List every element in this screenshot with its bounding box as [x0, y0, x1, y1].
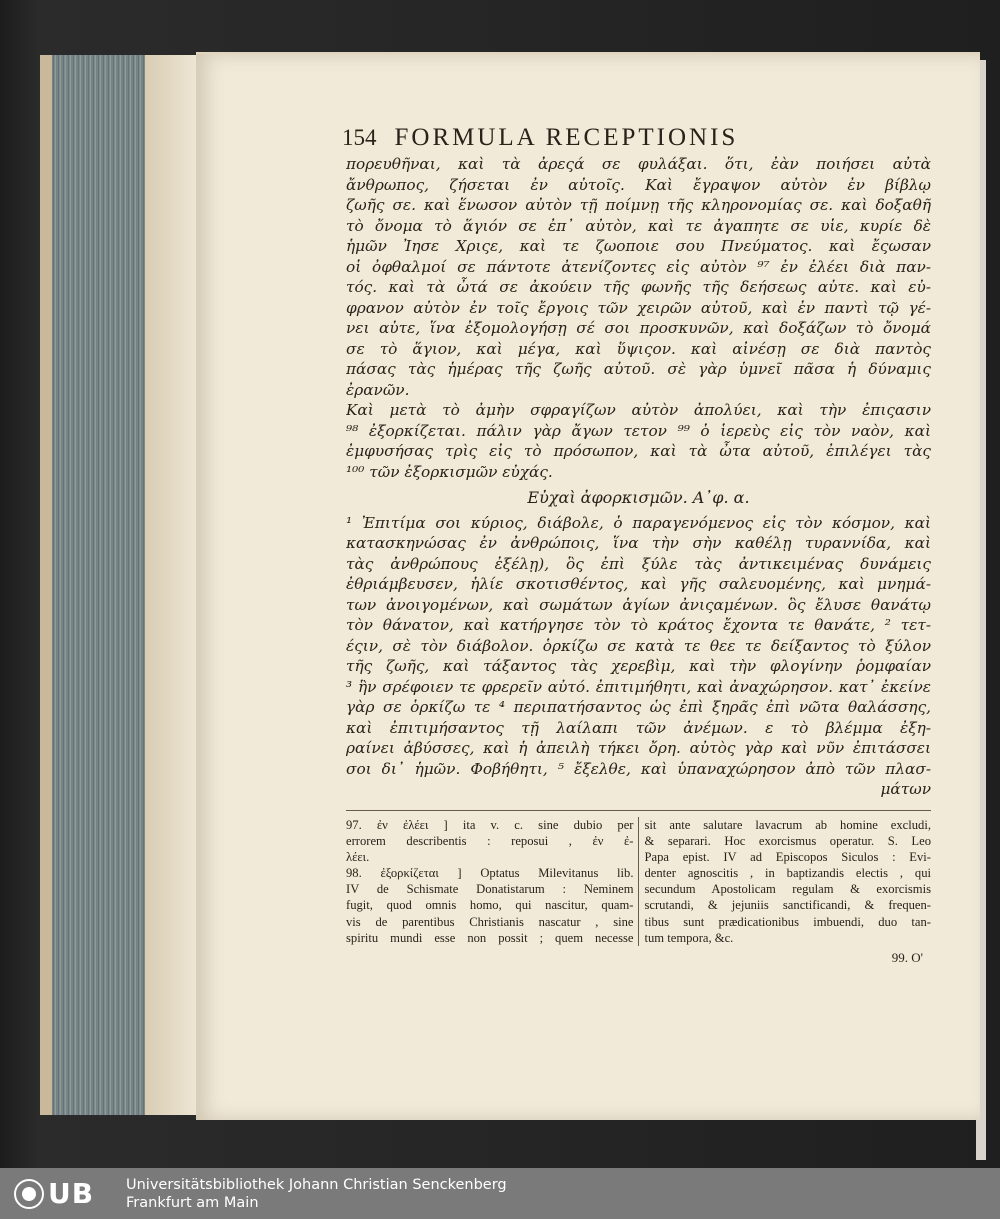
text-line: καὶ ἐπιτιμήσαντος τῇ λαίλαπι τῶν ἀνέμων. ε τὸ βλέμμα ἐξη- — [346, 718, 931, 737]
footnotes-left-column — [346, 817, 639, 947]
note-line: scrutandi, & jejuniis sanctificandi, & frequen- — [644, 898, 931, 913]
text-line: ³ ἣν σρέφοιεν τε φρερεῖν αὐτό. ἐπιτιμήθητι, καὶ ἀναχώρησον. κατ᾽ ἐκείνε — [346, 677, 931, 696]
note-line: Papa epist. IV ad Episcopos Siculos : Evi- — [644, 849, 931, 864]
text-line: ἡμῶν Ἰησε Χριςε, καὶ τε ζωοποιε σου Πνεύματος. καὶ ἔςωσαν — [346, 237, 931, 255]
text-line: σοι δι᾽ ἡμῶν. Φοβήθητι, ⁵ ἔξελθε, καὶ ὑπαναχώρησον ἀπὸ τῶν πλασ- — [346, 759, 931, 778]
note-line: secundum Apostolicam regulam & exorcismis — [644, 882, 931, 897]
text-line: οἱ ὀφθαλμοί σε πάντοτε ἀτενίζοντες εἰς αὐτὸν ⁹⁷ ἐν ἐλέει διὰ παν- — [346, 257, 931, 276]
body-text — [346, 154, 931, 800]
text-line: πορευθῆναι, καὶ τὰ ἀρεςά σε φυλάξαι. ὅτι, ἐὰν ποιήσει αὐτὰ — [346, 155, 931, 173]
paragraph-2 — [346, 400, 931, 482]
note-line: tibus sunt prædicationibus imbuendi, duo tan- — [644, 914, 931, 929]
note-line: sit ante salutare lavacrum ab homine excludi, — [644, 817, 931, 832]
note-line: errorem describentis : reposui , ἐν ἐ- — [346, 833, 634, 848]
footnotes-right-column — [639, 817, 932, 947]
book-page-edges — [40, 55, 200, 1115]
text-line: ⁹⁸ ἐξορκίζεται. πάλιν γὰρ ἄγων τετον ⁹⁹ ὁ ἱερεὺς εἰς τὸν ναὸν, καὶ — [346, 421, 931, 440]
text-line: Καὶ μετὰ τὸ ἀμὴν σφραγίζων αὐτὸν ἀπολύει, καὶ τὴν ἐπιςασιν — [346, 401, 931, 419]
page-content — [342, 124, 931, 966]
text-line: γὰρ σε ὁρκίζω τε ⁴ περιπατήσαντος ὡς ἐπὶ ξηρᾶς ἐπὶ νῶτα θαλάσσης, — [346, 698, 931, 716]
note-line: denter agnoscitis , in baptizandis electis , qui — [644, 866, 931, 881]
library-logo — [14, 1172, 122, 1216]
text-line: ἐθριάμβευσεν, ἡλίε σκοτισθέντος, καὶ γῆς σαλευομένης, καὶ μνημά- — [346, 575, 931, 593]
text-line: τὰς ἀνθρώπους ἐξέλῃ), ὃς ἐπὶ ξύλε τὰς ἀντικειμένας δυνάμεις — [346, 554, 931, 573]
library-name — [126, 1176, 507, 1212]
book-page — [196, 52, 980, 1120]
note-line: IV de Schismate Donatistarum : Neminem — [346, 882, 634, 897]
note-line: 97. ἐν ἐλέει ] ita v. c. sine dubio per — [346, 817, 634, 832]
library-name-line2: Frankfurt am Main — [126, 1194, 259, 1211]
text-line: των ἀνοιγομένων, καὶ σωμάτων ἁγίων ἀνιςαμένων. ὃς ἔλυσε θανάτῳ — [346, 595, 931, 614]
logo-text: UB — [48, 1177, 95, 1210]
text-line: ¹⁰⁰ τῶν ἐξορκισμῶν εὐχάς. — [346, 462, 553, 481]
note-line: vis de parentibus Christianis nascatur , sine — [346, 914, 634, 929]
note-line: λέει. — [346, 849, 370, 864]
section-title: Εὐχαὶ ἀφορκισμῶν. Α᾽φ. α. — [527, 488, 750, 507]
text-line: τῆς ζωῆς, καὶ τάξαντος τὰς χερεβὶμ, καὶ τὴν φλογίνην ῥομφαίαν — [346, 657, 931, 675]
seal-icon — [14, 1179, 44, 1209]
text-line: ἐρανῶν. — [346, 380, 410, 399]
text-line: πάσας τὰς ἡμέρας τῆς ζωῆς αὐτοῦ. σὲ γὰρ ὑμνεῖ πᾶσα ἡ δύναμις — [346, 360, 931, 378]
text-line: φρανον αὐτὸν ἐν τοῖς ἔργοις τῶν χειρῶν αὐτοῦ, καὶ ἐν παντὶ τῷ γέ- — [346, 298, 931, 317]
note-line: fugit, quod omnis homo, qui nascitur, quam- — [346, 898, 634, 913]
paragraph-3 — [346, 513, 931, 800]
text-line: τός. καὶ τὰ ὦτά σε ἀκούειν τῆς φωνῆς τῆς δεήσεως αὐτε. καὶ εὐ- — [346, 278, 931, 296]
page-number: 154 — [342, 125, 377, 150]
text-line: ραίνει ἀβύσσες, καὶ ἡ ἀπειλὴ τήκει ὄρη. αὐτὸς γὰρ καὶ νῦν ἐπιτάσσει — [346, 739, 931, 757]
paragraph-1 — [346, 154, 931, 400]
text-line: ἐμφυσήσας τρὶς εἰς τὸ πρόσωπον, καὶ τὰ ὦτα αὐτοῦ, ἐπιλέγει τὰς — [346, 442, 931, 460]
note-line: & separari. Hoc exorcismus operatur. S. Leo — [644, 833, 931, 848]
library-name-line1: Universitätsbibliothek Johann Christian Senckenberg — [126, 1176, 507, 1193]
text-line: ¹ Ἐπιτίμα σοι κύριος, διάβολε, ὁ παραγενόμενος εἰς τὸν κόσμον, καὶ — [346, 513, 931, 532]
text-line: νει αὐτε, ἵνα ἐξομολογήσῃ σέ σοι προσκυνῶν, καὶ δοξάζων τὸ ὄνομά — [346, 319, 931, 337]
library-footer — [0, 1168, 1000, 1219]
text-line: ζωῆς σε. καὶ ἕνωσον αὐτὸν τῇ ποίμνῃ τῆς κληρονομίας σε. καὶ δοξαθῆ — [346, 196, 931, 214]
text-line: έςιν, σὲ τὸν διάβολον. ὁρκίζω σε κατὰ τε θεε τε δείξαντος τὸ ξύλον — [346, 636, 931, 655]
footnote-rule — [346, 810, 931, 811]
text-line: τὸ ὄνομα τὸ ἅγιόν σε ἐπ᾽ αὐτὸν, καὶ τε ἀγαπητε σε υἱε, κυρίε δὲ — [346, 216, 931, 235]
note-line: 98. ἐξορκίζεται ] Optatus Milevitanus lib. — [346, 866, 634, 881]
footnotes — [346, 817, 931, 947]
running-head — [342, 124, 931, 152]
text-line: τὸν θάνατον, καὶ κατήργησε τὸν τὸ κράτος ἔχοντα τε θανάτε, ² τετ- — [346, 616, 931, 634]
text-line: σε τὸ ἅγιον, καὶ μέγα, καὶ ὕψιςον. καὶ αἰνέσῃ σε διὰ παντὸς — [346, 339, 931, 358]
running-title: FORMULA RECEPTIONIS — [394, 124, 739, 151]
text-line: μάτων — [880, 780, 931, 798]
catchword: 99. Ο' — [891, 950, 923, 965]
text-line: ἄνθρωπος, ζήσεται ἐν αὐτοῖς. Καὶ ἔγραψον αὐτὸν ἐν βίβλῳ — [346, 175, 931, 194]
note-line: spiritu mundi esse non possit ; quem necesse — [346, 930, 634, 945]
text-line: κατασκηνώσας ἐν ἀνθρώποις, ἵνα τὴν σὴν καθέλῃ τυραννίδα, καὶ — [346, 534, 931, 552]
note-line: tum tempora, &c. — [644, 930, 734, 945]
